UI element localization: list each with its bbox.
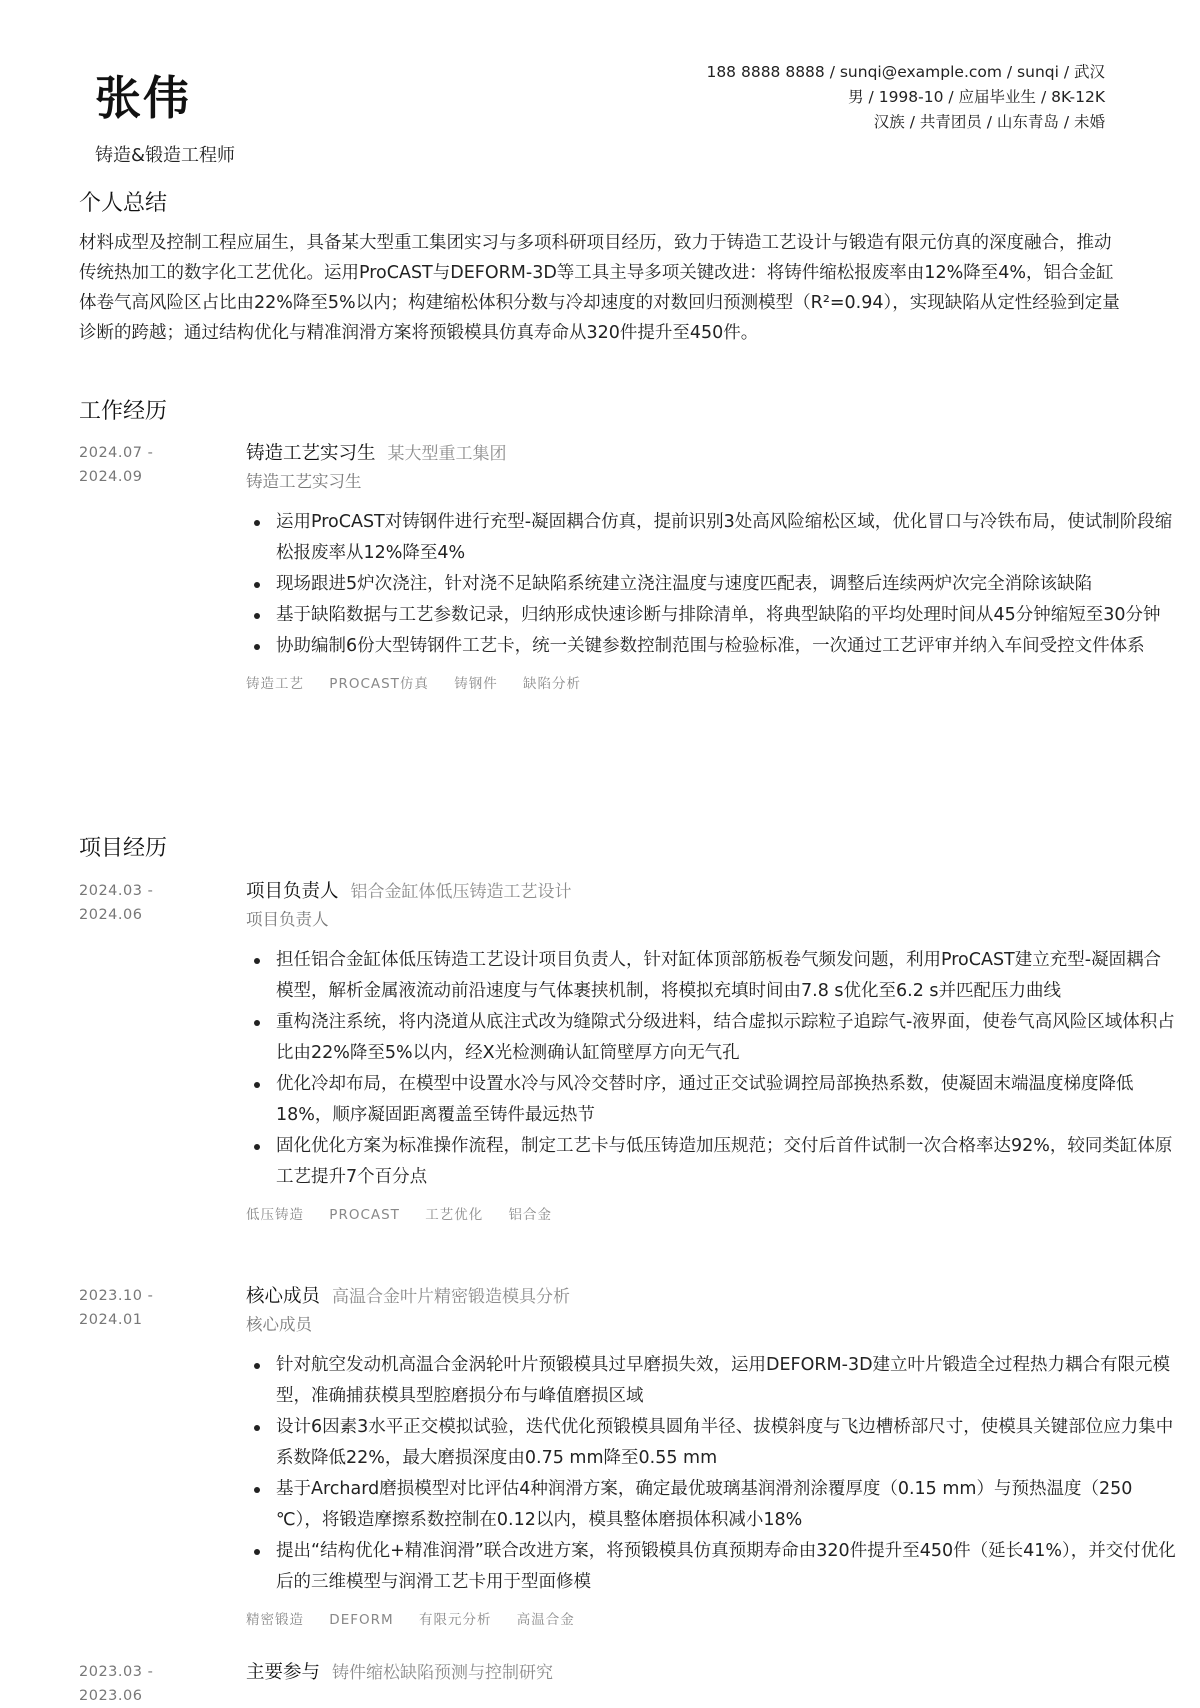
entry-role: 主要参与 [246,1662,321,1683]
bullet-item: 重构浇注系统，将内浇道从底注式改为缝隙式分级进料，结合虚拟示踪粒子追踪气-液界面，使卷气高风险区域体积占比由22%降至5%以内，经X光检测确认缸筒壁厚方向无气孔 [276,1007,1176,1069]
tag: DEFORM [329,1612,394,1628]
entry-role: 核心成员 [246,1286,321,1307]
entry-project-name: 铸件缩松缺陷预测与控制研究 [332,1663,554,1683]
tag: 铸造工艺 [246,676,304,692]
entry-project-name: 高温合金叶片精密锻造模具分析 [332,1287,571,1307]
tag: PROCAST [329,1207,400,1223]
tag: 精密锻造 [246,1612,304,1628]
bullet-item: 设计6因素3水平正交模拟试验，迭代优化预锻模具圆角半径、拔模斜度与飞边槽桥部尺寸，使模具关键部位应力集中系数降低22%，最大磨损深度由0.75 mm降至0.55 mm [276,1412,1176,1474]
tag: 铸钢件 [454,676,498,692]
entry-role: 铸造工艺实习生 [246,443,376,464]
entry-subrole: 核心成员 [246,1315,312,1334]
role-line [246,879,1200,905]
bullet-item: 优化冷却布局，在模型中设置水冷与风冷交替时序，通过正交试验调控局部换热系数，使凝固末端温度梯度降低18%，顺序凝固距离覆盖至铸件最远热节 [276,1069,1176,1131]
bullet-item: 运用ProCAST对铸钢件进行充型-凝固耦合仿真，提前识别3处高风险缩松区域，优化冒口与冷铁布局，使试制阶段缩松报废率从12%降至4% [276,507,1176,569]
role-line [246,441,1200,467]
bullet-item: 固化优化方案为标准操作流程，制定工艺卡与低压铸造加压规范；交付后首件试制一次合格率达92%，较同类缸体原工艺提升7个百分点 [276,1131,1176,1193]
entry-role: 项目负责人 [246,881,339,902]
date-start: 2024.07 - [79,445,154,461]
date-start: 2024.03 - [79,883,154,899]
entry-project-name: 铝合金缸体低压铸造工艺设计 [350,882,572,902]
role-line [246,1660,1200,1686]
bullet-item: 基于Archard磨损模型对比评估4种润滑方案，确定最优玻璃基润滑剂涂覆厚度（0.15 mm）与预热温度（250 ℃），将锻造摩擦系数控制在0.12以内，模具整体磨损体积减小18% [276,1474,1176,1536]
entry-bullets [246,507,1200,662]
tag: 低压铸造 [246,1207,304,1223]
tag: 工艺优化 [425,1207,484,1223]
date-end: 2024.06 [79,907,143,923]
entry-date [79,441,199,489]
bullet-item: 协助编制6份大型铸钢件工艺卡，统一关键参数控制范围与检验标准，一次通过工艺评审并纳入车间受控文件体系 [276,631,1176,662]
entry-bullets [246,945,1200,1193]
entry-subrole: 铸造工艺实习生 [246,472,362,491]
entry-subrole: 项目负责人 [246,910,329,929]
entry-tags [246,1203,1200,1223]
summary-heading: 个人总结 [79,191,168,216]
entry-body [246,441,1200,692]
tag: 有限元分析 [418,1612,492,1628]
date-end: 2023.06 [79,1688,143,1704]
entry-date [79,879,199,927]
candidate-name: 张伟 [95,71,191,125]
entry-tags [246,672,1200,692]
candidate-title: 铸造&锻造工程师 [95,145,236,166]
entry-bullets [246,1350,1200,1598]
entry-date [79,1660,199,1708]
entry-body [246,879,1200,1223]
date-start: 2023.10 - [79,1288,154,1304]
date-end: 2024.09 [79,469,143,485]
bullet-item: 现场跟进5炉次浇注，针对浇不足缺陷系统建立浇注温度与速度匹配表，调整后连续两炉次完全消除该缺陷 [276,569,1176,600]
bullet-item: 提出“结构优化+精准润滑”联合改进方案，将预锻模具仿真预期寿命由320件提升至450件（延长41%），并交付优化后的三维模型与润滑工艺卡用于型面修模 [276,1536,1176,1598]
entry-organization: 某大型重工集团 [387,444,507,464]
contact-line: 188 8888 8888 / sunqi@example.com / sunqi / 武汉 [706,63,1105,81]
contact-line: 男 / 1998-10 / 应届毕业生 / 8K-12K [848,88,1105,106]
tag: PROCAST仿真 [329,676,429,692]
tag: 高温合金 [516,1612,575,1628]
entry-body [246,1284,1200,1628]
bullet-item: 基于缺陷数据与工艺参数记录，归纳形成快速诊断与排除清单，将典型缺陷的平均处理时间从45分钟缩短至30分钟 [276,600,1176,631]
contact-info [706,60,1105,135]
entry-body [246,1660,1200,1686]
bullet-item: 担任铝合金缸体低压铸造工艺设计项目负责人，针对缸体顶部筋板卷气频发问题，利用ProCAST建立充型-凝固耦合模型，解析金属液流动前沿速度与气体裹挟机制，将模拟充填时间由7.8 s优化至6.2 s并匹配压力曲线 [276,945,1176,1007]
contact-line: 汉族 / 共青团员 / 山东青岛 / 未婚 [873,113,1105,131]
work-heading: 工作经历 [79,399,168,424]
entry-tags [246,1608,1200,1628]
summary-text: 材料成型及控制工程应届生，具备某大型重工集团实习与多项科研项目经历，致力于铸造工艺设计与锻造有限元仿真的深度融合，推动传统热加工的数字化工艺优化。运用ProCAST与DEFORM-3D等工具主导多项关键改进：将铸件缩松报废率由12%降至4%，铝合金缸体卷气高风险区占比由22%降至5%以内；构建缩松体积分数与冷却速度的对数回归预测模型（R²=0.94），实现缺陷从定性经验到定量诊断的跨越；通过结构优化与精准润滑方案将预锻模具仿真寿命从320件提升至450件。 [79,233,1120,343]
entry-date [79,1284,199,1332]
date-start: 2023.03 - [79,1664,154,1680]
tag: 缺陷分析 [523,676,582,692]
date-end: 2024.01 [79,1312,143,1328]
role-line [246,1284,1200,1310]
tag: 铝合金 [508,1207,553,1223]
projects-heading: 项目经历 [79,836,168,861]
bullet-item: 针对航空发动机高温合金涡轮叶片预锻模具过早磨损失效，运用DEFORM-3D建立叶片锻造全过程热力耦合有限元模型，准确捕获模具型腔磨损分布与峰值磨损区域 [276,1350,1176,1412]
